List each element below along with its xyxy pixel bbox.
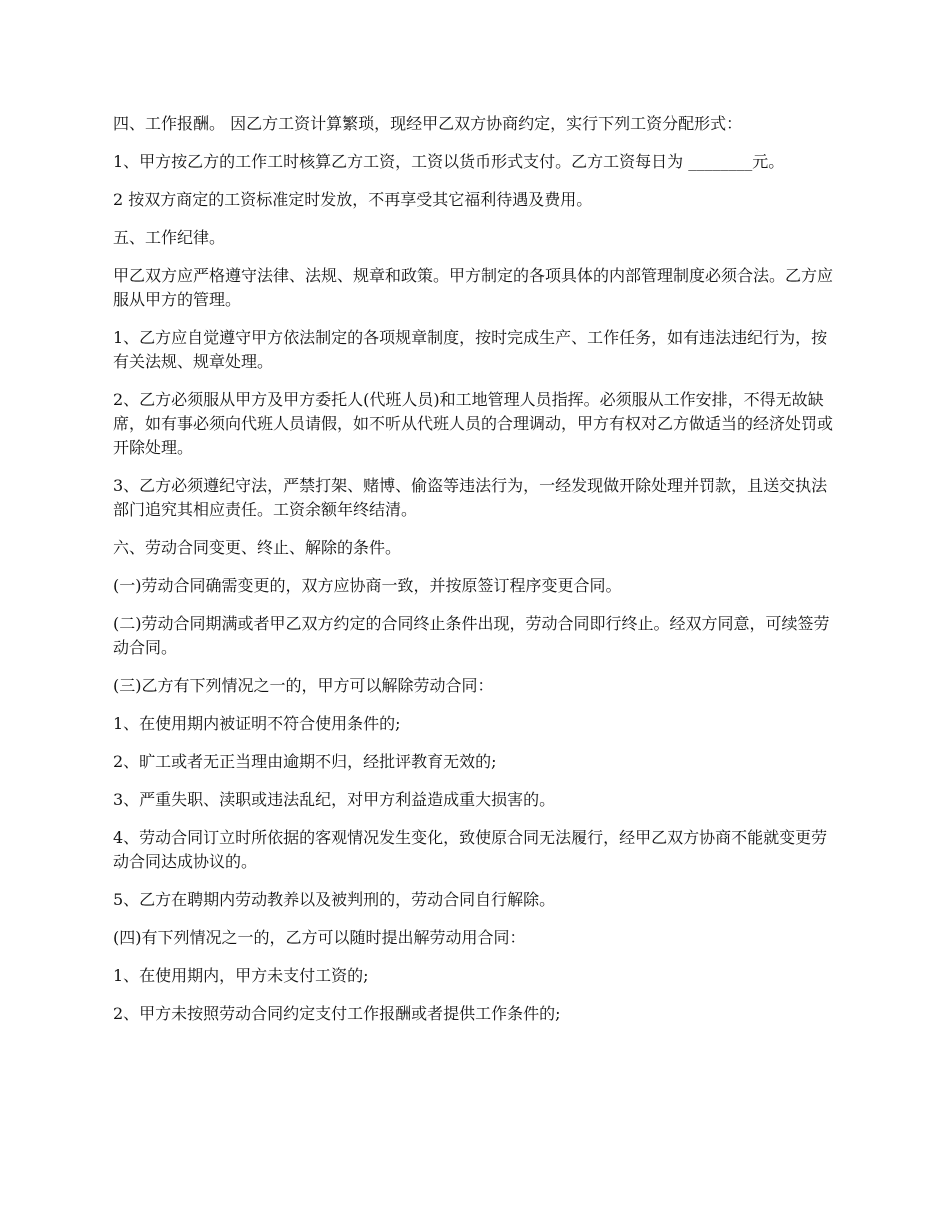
wage-clause-1: 1、甲方按乙方的工作工时核算乙方工资，工资以货币形式支付。乙方工资每日为 ________元。: [113, 152, 785, 171]
dismissal-item-1: 1、在使用期内被证明不符合使用条件的;: [113, 714, 401, 733]
discipline-clause-2: 2、乙方必须服从甲方及甲方委托人(代班人员)和工地管理人员指挥。必须服从工作安排，不得无故缺席，如有事必须向代班人员请假，如不听从代班人员的合理调动，甲方有权对乙方做适当的经济处罚或开除处理。: [113, 390, 834, 457]
change-clause-1: (一)劳动合同确需变更的，双方应协商一致，并按原签订程序变更合同。: [113, 576, 622, 595]
resignation-clause-4: (四)有下列情况之一的，乙方可以随时提出解劳动用合同：: [113, 928, 526, 947]
discipline-intro: 甲乙双方应严格遵守法律、法规、规章和政策。甲方制定的各项具体的内部管理制度必须合法。乙方应服从甲方的管理。: [113, 266, 834, 309]
discipline-clause-3: 3、乙方必须遵纪守法，严禁打架、赌博、偷盗等违法行为，一经发现做开除处理并罚款，且送交执法部门追究其相应责任。工资余额年终结清。: [113, 476, 828, 519]
discipline-clause-1: 1、乙方应自觉遵守甲方依法制定的各项规章制度，按时完成生产、工作任务，如有违法违纪行为，按有关法规、规章处理。: [113, 328, 828, 371]
dismissal-clause-3: (三)乙方有下列情况之一的，甲方可以解除劳动合同：: [113, 676, 494, 695]
section-4-heading: 四、工作报酬。 因乙方工资计算繁琐，现经甲乙双方协商约定，实行下列工资分配形式：: [113, 114, 743, 133]
resignation-item-2: 2、甲方未按照劳动合同约定支付工作报酬或者提供工作条件的;: [113, 1004, 561, 1023]
termination-clause-2: (二)劳动合同期满或者甲乙双方约定的合同终止条件出现，劳动合同即行终止。经双方同意，可续签劳动合同。: [113, 614, 830, 657]
wage-clause-2: 2 按双方商定的工资标准定时发放，不再享受其它福利待遇及费用。: [113, 190, 593, 209]
dismissal-item-2: 2、旷工或者无正当理由逾期不归，经批评教育无效的;: [113, 752, 497, 771]
dismissal-item-3: 3、严重失职、渎职或违法乱纪，对甲方利益造成重大损害的。: [113, 790, 556, 809]
section-6-heading: 六、劳动合同变更、终止、解除的条件。: [113, 538, 402, 557]
resignation-item-1: 1、在使用期内，甲方未支付工资的;: [113, 966, 369, 985]
dismissal-item-5: 5、乙方在聘期内劳动教养以及被判刑的，劳动合同自行解除。: [113, 890, 556, 909]
section-5-heading: 五、工作纪律。: [113, 228, 226, 247]
dismissal-item-4: 4、劳动合同订立时所依据的客观情况发生变化，致使原合同无法履行，经甲乙双方协商不能就变更劳动合同达成协议的。: [113, 828, 828, 871]
